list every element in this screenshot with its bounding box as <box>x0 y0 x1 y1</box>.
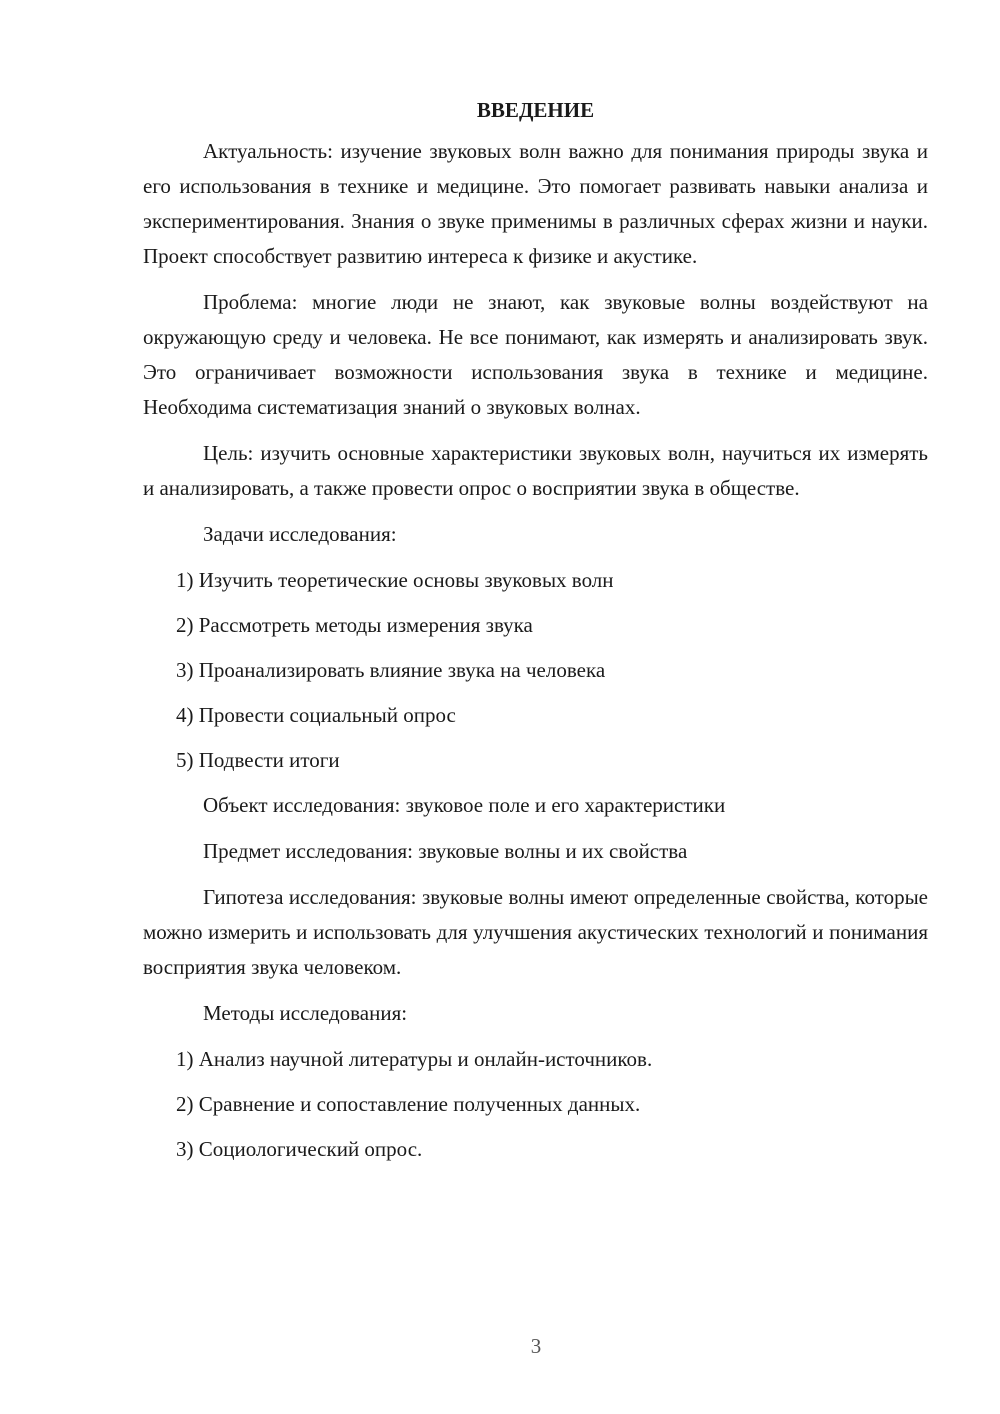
goal-paragraph: Цель: изучить основные характеристики звуковых волн, научиться их измерять и анализировать, а также провести опрос о восприятии звука в обществе. <box>143 441 928 500</box>
list-item: 1) Изучить теоретические основы звуковых волн <box>176 568 614 592</box>
methods-list <box>143 1042 928 1167</box>
list-item: 3) Социологический опрос. <box>176 1137 423 1161</box>
list-item: 1) Анализ научной литературы и онлайн-источников. <box>176 1047 653 1071</box>
methods-heading: Методы исследования: <box>203 1001 408 1025</box>
list-item: 2) Рассмотреть методы измерения звука <box>176 613 533 637</box>
hypothesis-paragraph: Гипотеза исследования: звуковые волны имеют определенные свойства, которые можно измерить и использовать для улучшения акустических технологий и понимания восприятия звука человеком. <box>143 885 928 979</box>
list-item: 2) Сравнение и сопоставление полученных данных. <box>176 1092 641 1116</box>
document-body <box>143 96 928 1177</box>
relevance-paragraph: Актуальность: изучение звуковых волн важно для понимания природы звука и его использования в технике и медицине. Это помогает развивать навыки анализа и экспериментирования. Знания о звуке применимы в различных сферах жизни и науки. Проект способствует развитию интереса к физике и акустике. <box>143 139 928 268</box>
list-item: 4) Провести социальный опрос <box>176 703 456 727</box>
list-item: 3) Проанализировать влияние звука на человека <box>176 658 606 682</box>
tasks-heading: Задачи исследования: <box>203 522 397 546</box>
problem-paragraph: Проблема: многие люди не знают, как звуковые волны воздействуют на окружающую среду и человека. Не все понимают, как измерять и анализировать звук. Это ограничивает возможности использования звука в технике и медицине. Необходима систематизация знаний о звуковых волнах. <box>143 290 928 419</box>
section-heading: ВВЕДЕНИЕ <box>476 98 595 122</box>
subject-paragraph: Предмет исследования: звуковые волны и их свойства <box>203 839 688 863</box>
object-paragraph: Объект исследования: звуковое поле и его характеристики <box>203 793 726 817</box>
tasks-list <box>143 563 928 778</box>
list-item: 5) Подвести итоги <box>176 748 340 772</box>
page-number: 3 <box>530 1334 542 1358</box>
